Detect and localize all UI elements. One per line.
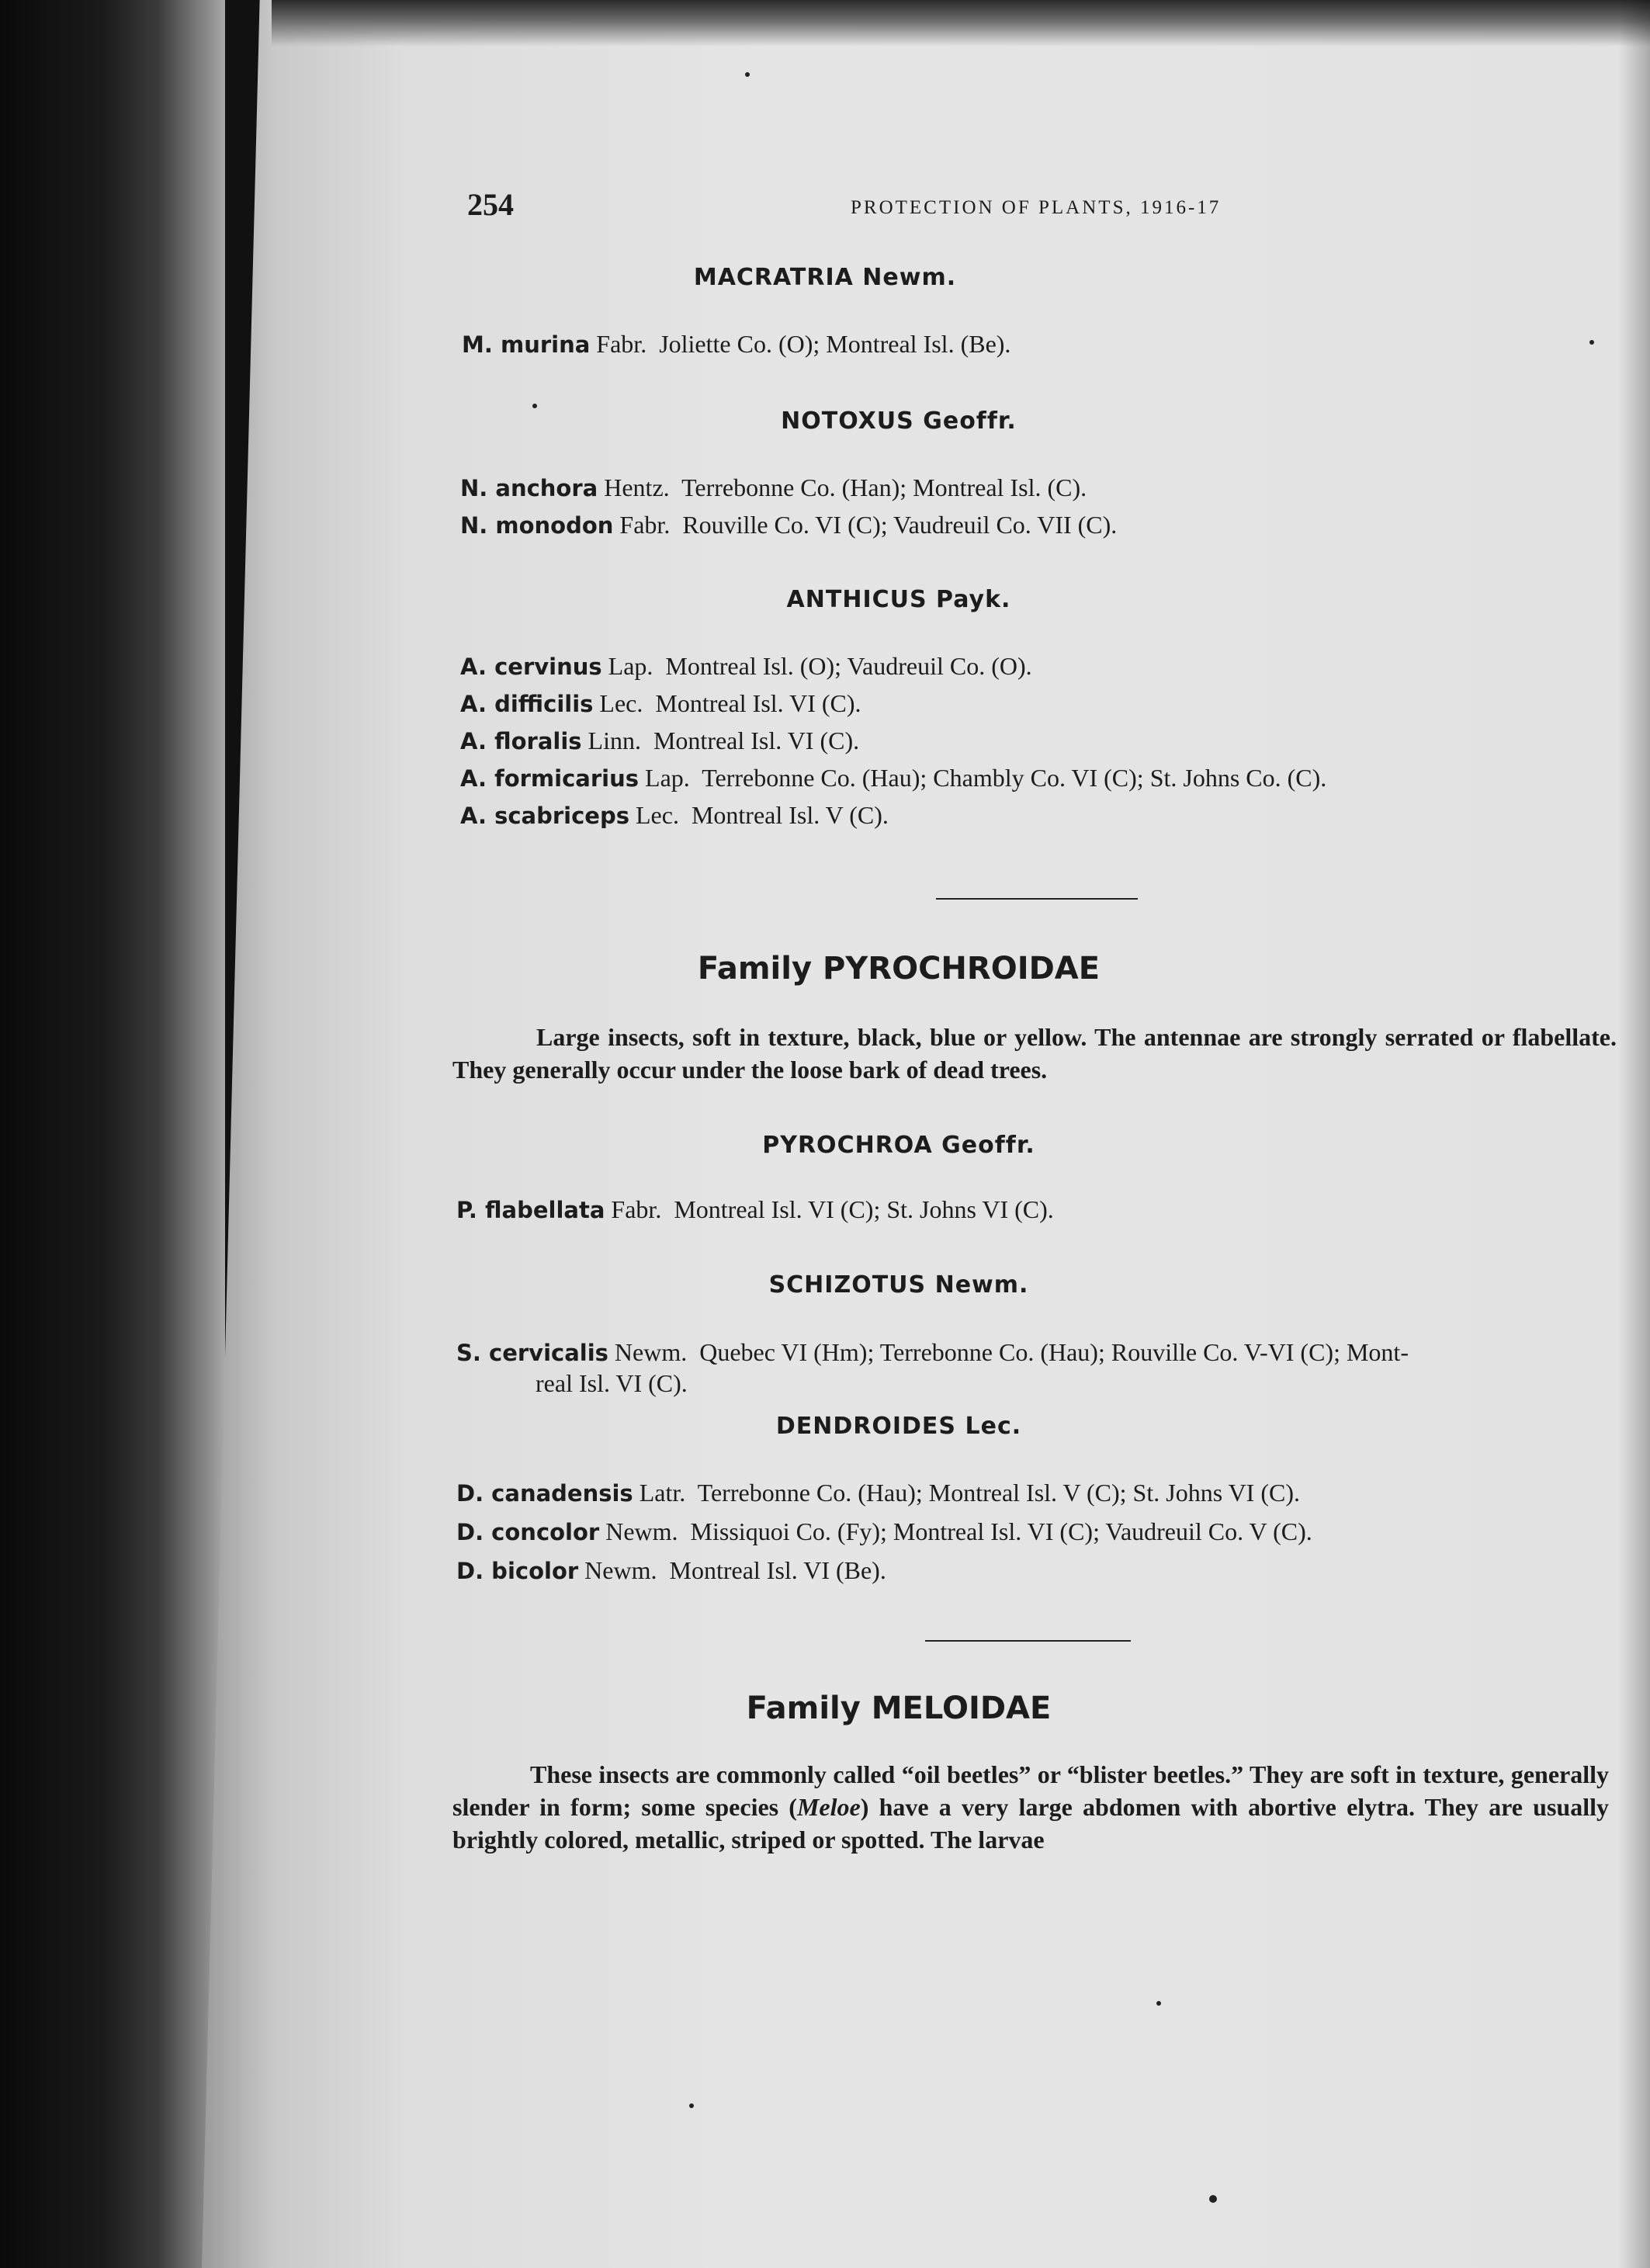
scan-speck <box>745 72 750 77</box>
species-name: D. canadensis <box>456 1480 633 1507</box>
species-entry <box>460 473 1087 502</box>
family-heading-pyrochroidae: Family PYROCHROIDAE <box>697 951 1101 987</box>
species-locality: Rouville Co. VI (C); Vaudreuil Co. VII (C). <box>682 511 1118 539</box>
species-entry <box>460 764 1326 792</box>
species-author: Hentz. <box>604 473 670 501</box>
species-locality: Montreal Isl. VI (C). <box>653 727 860 754</box>
scan-speck <box>1209 2195 1217 2203</box>
species-locality: Montreal Isl. VI (C). <box>655 689 861 717</box>
species-name: D. concolor <box>456 1519 600 1545</box>
genus-heading-dendroides: DENDROIDES Lec. <box>775 1413 1022 1440</box>
species-entry-continuation: real Isl. VI (C). <box>536 1369 688 1397</box>
species-author: Fabr. <box>596 330 647 358</box>
species-author: Latr. <box>639 1479 686 1507</box>
species-author: Lec. <box>599 689 643 717</box>
page-number: 254 <box>467 187 514 222</box>
family-description-pyrochroidae: Large insects, soft in texture, black, blue or yellow. The antennae are strongly serrated or flabellate. They generally occur under the loose bark of dead trees. <box>452 1023 1617 1084</box>
species-locality: Quebec VI (Hm); Terrebonne Co. (Hau); Rouville Co. V-VI (C); Mont- <box>699 1338 1409 1366</box>
species-entry <box>456 1338 1409 1367</box>
scan-speck <box>689 2103 694 2108</box>
species-author: Fabr. <box>611 1195 662 1223</box>
species-name: A. cervinus <box>460 654 602 680</box>
species-name: N. anchora <box>460 475 598 501</box>
genus-heading-macratria: MACRATRIA Newm. <box>693 264 957 291</box>
species-locality: Montreal Isl. (O); Vaudreuil Co. (O). <box>665 652 1032 680</box>
species-name: D. bicolor <box>456 1558 579 1584</box>
genus-heading-schizotus: SCHIZOTUS Newm. <box>768 1271 1029 1299</box>
species-name: M. murina <box>462 331 591 358</box>
species-entry <box>460 801 889 830</box>
species-entry <box>456 1195 1054 1224</box>
species-entry <box>460 689 861 718</box>
species-entry <box>460 511 1117 539</box>
species-entry <box>462 330 1010 359</box>
section-divider <box>925 1640 1131 1642</box>
species-name: A. difficilis <box>460 691 594 717</box>
genus-italic: Meloe <box>796 1793 861 1821</box>
species-author: Newm. <box>614 1338 688 1366</box>
species-author: Lec. <box>636 801 679 829</box>
species-author: Lap. <box>645 764 690 792</box>
species-entry <box>460 652 1032 681</box>
scan-speck <box>1589 340 1594 345</box>
species-entry <box>456 1479 1300 1507</box>
species-entry <box>456 1556 886 1585</box>
species-name: S. cervicalis <box>456 1340 608 1366</box>
family-description-meloidae <box>452 1758 1609 1856</box>
species-name: N. monodon <box>460 512 614 539</box>
species-author: Newm. <box>584 1556 657 1584</box>
description-text: ) have a very large abdomen with abortive elytra. They are usually brightly colored, metallic, striped or spotted. The larvae <box>452 1793 1610 1854</box>
species-author: Linn. <box>588 727 641 754</box>
scan-speck <box>1156 2001 1161 2006</box>
scan-speck <box>532 404 537 408</box>
species-locality: Montreal Isl. VI (Be). <box>669 1556 886 1584</box>
species-entry <box>456 1517 1312 1546</box>
species-locality: Missiquoi Co. (Fy); Montreal Isl. VI (C); Vaudreuil Co. V (C). <box>690 1517 1312 1545</box>
running-title: PROTECTION OF PLANTS, 1916-17 <box>851 197 1222 218</box>
species-locality: Terrebonne Co. (Hau); Montreal Isl. V (C); St. Johns VI (C). <box>697 1479 1300 1507</box>
species-name: A. scabriceps <box>460 803 629 829</box>
species-locality: Terrebonne Co. (Han); Montreal Isl. (C). <box>681 473 1087 501</box>
species-locality: Montreal Isl. V (C). <box>691 801 889 829</box>
species-author: Newm. <box>605 1517 678 1545</box>
species-name: A. floralis <box>460 728 582 754</box>
genus-heading-pyrochroa: PYROCHROA Geoffr. <box>762 1132 1035 1159</box>
species-author: Lap. <box>608 652 653 680</box>
species-locality: Montreal Isl. VI (C); St. Johns VI (C). <box>674 1195 1054 1223</box>
species-name: A. formicarius <box>460 765 640 792</box>
family-heading-meloidae: Family MELOIDAE <box>746 1691 1052 1726</box>
species-locality: Joliette Co. (O); Montreal Isl. (Be). <box>659 330 1011 358</box>
species-name: P. flabellata <box>456 1197 605 1223</box>
description-text: These insects are commonly called “oil beetles” or “blister beetles.” They are soft in texture, generally slender in form; some species ( <box>452 1760 1609 1821</box>
species-entry <box>460 727 859 755</box>
species-locality: Terrebonne Co. (Hau); Chambly Co. VI (C); St. Johns Co. (C). <box>702 764 1327 792</box>
genus-heading-notoxus: NOTOXUS Geoffr. <box>781 407 1017 435</box>
genus-heading-anthicus: ANTHICUS Payk. <box>786 586 1011 613</box>
species-author: Fabr. <box>619 511 671 539</box>
section-divider <box>936 898 1138 900</box>
